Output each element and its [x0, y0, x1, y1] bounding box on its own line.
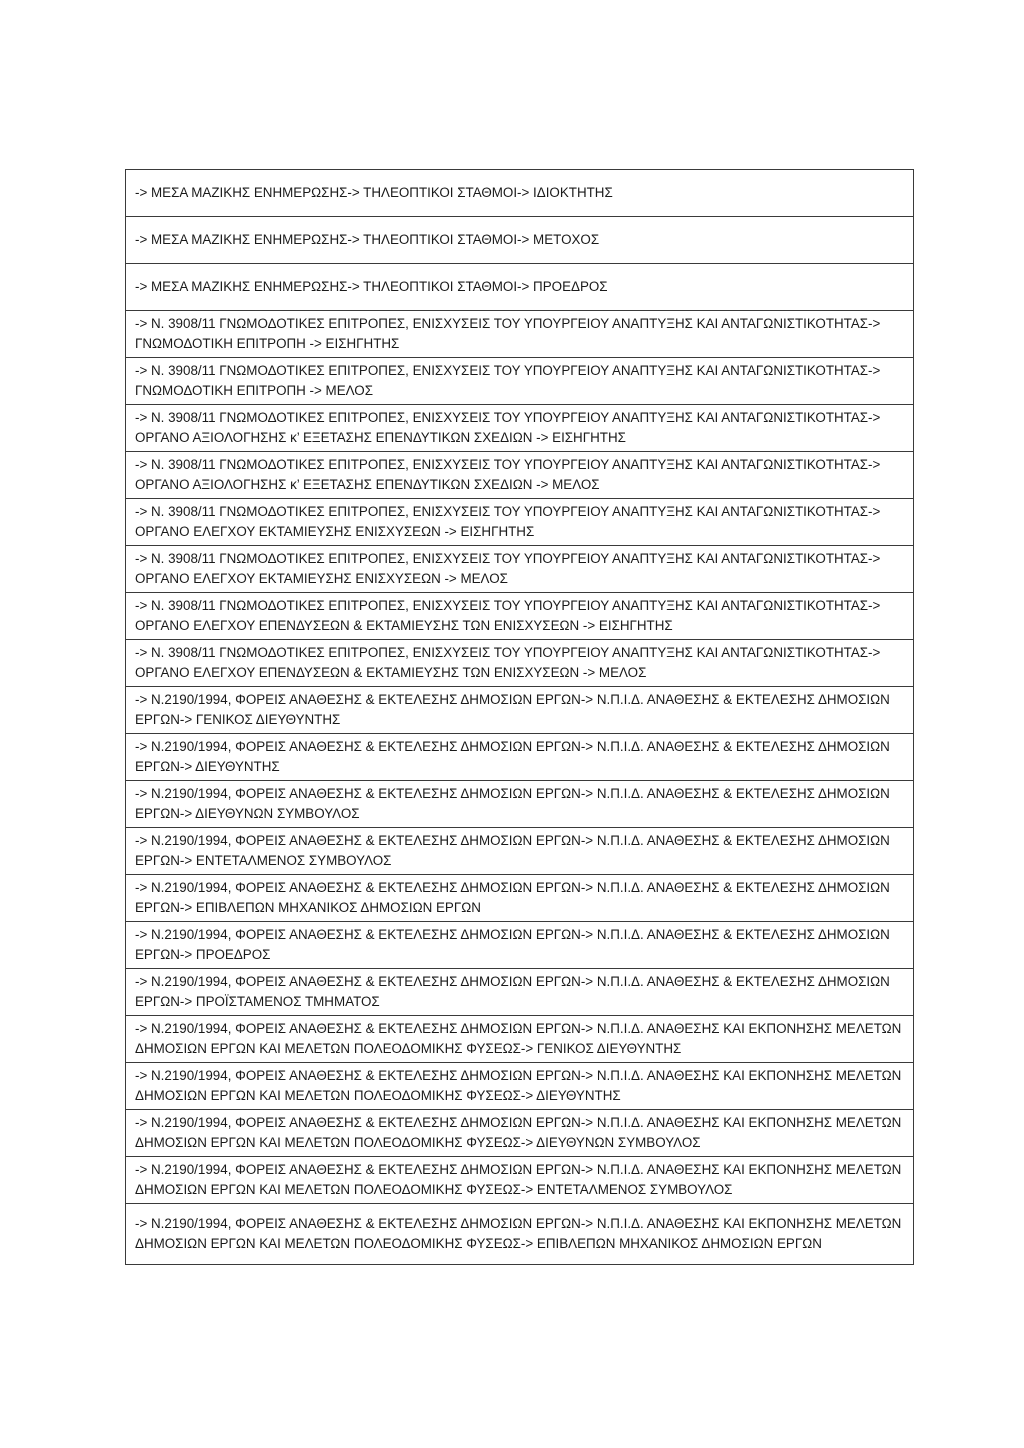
- table-row: [126, 1016, 914, 1063]
- table-cell: -> ΜΕΣΑ ΜΑΖΙΚΗΣ ΕΝΗΜΕΡΩΣΗΣ-> ΤΗΛΕΟΠΤΙΚΟΙ ΣΤΑΘΜΟΙ-> ΜΕΤΟΧΟΣ: [126, 217, 914, 264]
- table-row: [126, 546, 914, 593]
- table-row: [126, 405, 914, 452]
- table-cell: -> Ν. 3908/11 ΓΝΩΜΟΔΟΤΙΚΕΣ ΕΠΙΤΡΟΠΕΣ, ΕΝΙΣΧΥΣΕΙΣ ΤΟΥ ΥΠΟΥΡΓΕΙΟΥ ΑΝΑΠΤΥΞΗΣ ΚΑΙ ΑΝΤΑΓΩΝΙΣΤΙΚΟΤΗΤΑΣ-> ΟΡΓΑΝΟ ΕΛΕΓΧΟΥ ΕΚΤΑΜΙΕΥΣΗΣ ΕΝΙΣΧΥΣΕΩΝ -> ΜΕΛΟΣ: [126, 546, 914, 593]
- table-cell: -> Ν. 3908/11 ΓΝΩΜΟΔΟΤΙΚΕΣ ΕΠΙΤΡΟΠΕΣ, ΕΝΙΣΧΥΣΕΙΣ ΤΟΥ ΥΠΟΥΡΓΕΙΟΥ ΑΝΑΠΤΥΞΗΣ ΚΑΙ ΑΝΤΑΓΩΝΙΣΤΙΚΟΤΗΤΑΣ-> ΟΡΓΑΝΟ ΑΞΙΟΛΟΓΗΣΗΣ κ’ ΕΞΕΤΑΣΗΣ ΕΠΕΝΔΥΤΙΚΩΝ ΣΧΕΔΙΩΝ -> ΜΕΛΟΣ: [126, 452, 914, 499]
- table-cell: -> Ν.2190/1994, ΦΟΡΕΙΣ ΑΝΑΘΕΣΗΣ & ΕΚΤΕΛΕΣΗΣ ΔΗΜΟΣΙΩΝ ΕΡΓΩΝ-> Ν.Π.Ι.Δ. ΑΝΑΘΕΣΗΣ & ΕΚΤΕΛΕΣΗΣ ΔΗΜΟΣΙΩΝ ΕΡΓΩΝ-> ΕΝΤΕΤΑΛΜΕΝΟΣ ΣΥΜΒΟΥΛΟΣ: [126, 828, 914, 875]
- table-cell: -> Ν.2190/1994, ΦΟΡΕΙΣ ΑΝΑΘΕΣΗΣ & ΕΚΤΕΛΕΣΗΣ ΔΗΜΟΣΙΩΝ ΕΡΓΩΝ-> Ν.Π.Ι.Δ. ΑΝΑΘΕΣΗΣ & ΕΚΤΕΛΕΣΗΣ ΔΗΜΟΣΙΩΝ ΕΡΓΩΝ-> ΕΠΙΒΛΕΠΩΝ ΜΗΧΑΝΙΚΟΣ ΔΗΜΟΣΙΩΝ ΕΡΓΩΝ: [126, 875, 914, 922]
- table-row: [126, 922, 914, 969]
- table-row: [126, 452, 914, 499]
- table-cell: -> Ν.2190/1994, ΦΟΡΕΙΣ ΑΝΑΘΕΣΗΣ & ΕΚΤΕΛΕΣΗΣ ΔΗΜΟΣΙΩΝ ΕΡΓΩΝ-> Ν.Π.Ι.Δ. ΑΝΑΘΕΣΗΣ ΚΑΙ ΕΚΠΟΝΗΣΗΣ ΜΕΛΕΤΩΝ ΔΗΜΟΣΙΩΝ ΕΡΓΩΝ ΚΑΙ ΜΕΛΕΤΩΝ ΠΟΛΕΟΔΟΜΙΚΗΣ ΦΥΣΕΩΣ-> ΕΠΙΒΛΕΠΩΝ ΜΗΧΑΝΙΚΟΣ ΔΗΜΟΣΙΩΝ ΕΡΓΩΝ: [126, 1204, 914, 1265]
- table-row: [126, 828, 914, 875]
- table-row: [126, 1157, 914, 1204]
- table-row: [126, 358, 914, 405]
- table-row: [126, 734, 914, 781]
- table-cell: -> Ν. 3908/11 ΓΝΩΜΟΔΟΤΙΚΕΣ ΕΠΙΤΡΟΠΕΣ, ΕΝΙΣΧΥΣΕΙΣ ΤΟΥ ΥΠΟΥΡΓΕΙΟΥ ΑΝΑΠΤΥΞΗΣ ΚΑΙ ΑΝΤΑΓΩΝΙΣΤΙΚΟΤΗΤΑΣ-> ΓΝΩΜΟΔΟΤΙΚΗ ΕΠΙΤΡΟΠΗ -> ΜΕΛΟΣ: [126, 358, 914, 405]
- roles-table: [125, 169, 914, 1265]
- table-row: [126, 1204, 914, 1265]
- table-row: [126, 217, 914, 264]
- table-cell: -> Ν.2190/1994, ΦΟΡΕΙΣ ΑΝΑΘΕΣΗΣ & ΕΚΤΕΛΕΣΗΣ ΔΗΜΟΣΙΩΝ ΕΡΓΩΝ-> Ν.Π.Ι.Δ. ΑΝΑΘΕΣΗΣ ΚΑΙ ΕΚΠΟΝΗΣΗΣ ΜΕΛΕΤΩΝ ΔΗΜΟΣΙΩΝ ΕΡΓΩΝ ΚΑΙ ΜΕΛΕΤΩΝ ΠΟΛΕΟΔΟΜΙΚΗΣ ΦΥΣΕΩΣ-> ΕΝΤΕΤΑΛΜΕΝΟΣ ΣΥΜΒΟΥΛΟΣ: [126, 1157, 914, 1204]
- table-cell: -> Ν. 3908/11 ΓΝΩΜΟΔΟΤΙΚΕΣ ΕΠΙΤΡΟΠΕΣ, ΕΝΙΣΧΥΣΕΙΣ ΤΟΥ ΥΠΟΥΡΓΕΙΟΥ ΑΝΑΠΤΥΞΗΣ ΚΑΙ ΑΝΤΑΓΩΝΙΣΤΙΚΟΤΗΤΑΣ-> ΟΡΓΑΝΟ ΕΛΕΓΧΟΥ ΕΠΕΝΔΥΣΕΩΝ & ΕΚΤΑΜΙΕΥΣΗΣ ΤΩΝ ΕΝΙΣΧΥΣΕΩΝ -> ΕΙΣΗΓΗΤΗΣ: [126, 593, 914, 640]
- table-cell: -> Ν. 3908/11 ΓΝΩΜΟΔΟΤΙΚΕΣ ΕΠΙΤΡΟΠΕΣ, ΕΝΙΣΧΥΣΕΙΣ ΤΟΥ ΥΠΟΥΡΓΕΙΟΥ ΑΝΑΠΤΥΞΗΣ ΚΑΙ ΑΝΤΑΓΩΝΙΣΤΙΚΟΤΗΤΑΣ-> ΓΝΩΜΟΔΟΤΙΚΗ ΕΠΙΤΡΟΠΗ -> ΕΙΣΗΓΗΤΗΣ: [126, 311, 914, 358]
- table-cell: -> Ν.2190/1994, ΦΟΡΕΙΣ ΑΝΑΘΕΣΗΣ & ΕΚΤΕΛΕΣΗΣ ΔΗΜΟΣΙΩΝ ΕΡΓΩΝ-> Ν.Π.Ι.Δ. ΑΝΑΘΕΣΗΣ & ΕΚΤΕΛΕΣΗΣ ΔΗΜΟΣΙΩΝ ΕΡΓΩΝ-> ΠΡΟΪΣΤΑΜΕΝΟΣ ΤΜΗΜΑΤΟΣ: [126, 969, 914, 1016]
- table-cell: -> Ν. 3908/11 ΓΝΩΜΟΔΟΤΙΚΕΣ ΕΠΙΤΡΟΠΕΣ, ΕΝΙΣΧΥΣΕΙΣ ΤΟΥ ΥΠΟΥΡΓΕΙΟΥ ΑΝΑΠΤΥΞΗΣ ΚΑΙ ΑΝΤΑΓΩΝΙΣΤΙΚΟΤΗΤΑΣ-> ΟΡΓΑΝΟ ΑΞΙΟΛΟΓΗΣΗΣ κ’ ΕΞΕΤΑΣΗΣ ΕΠΕΝΔΥΤΙΚΩΝ ΣΧΕΔΙΩΝ -> ΕΙΣΗΓΗΤΗΣ: [126, 405, 914, 452]
- table-cell: -> Ν.2190/1994, ΦΟΡΕΙΣ ΑΝΑΘΕΣΗΣ & ΕΚΤΕΛΕΣΗΣ ΔΗΜΟΣΙΩΝ ΕΡΓΩΝ-> Ν.Π.Ι.Δ. ΑΝΑΘΕΣΗΣ & ΕΚΤΕΛΕΣΗΣ ΔΗΜΟΣΙΩΝ ΕΡΓΩΝ-> ΓΕΝΙΚΟΣ ΔΙΕΥΘΥΝΤΗΣ: [126, 687, 914, 734]
- table-row: [126, 593, 914, 640]
- table-row: [126, 687, 914, 734]
- table-cell: -> Ν.2190/1994, ΦΟΡΕΙΣ ΑΝΑΘΕΣΗΣ & ΕΚΤΕΛΕΣΗΣ ΔΗΜΟΣΙΩΝ ΕΡΓΩΝ-> Ν.Π.Ι.Δ. ΑΝΑΘΕΣΗΣ ΚΑΙ ΕΚΠΟΝΗΣΗΣ ΜΕΛΕΤΩΝ ΔΗΜΟΣΙΩΝ ΕΡΓΩΝ ΚΑΙ ΜΕΛΕΤΩΝ ΠΟΛΕΟΔΟΜΙΚΗΣ ΦΥΣΕΩΣ-> ΓΕΝΙΚΟΣ ΔΙΕΥΘΥΝΤΗΣ: [126, 1016, 914, 1063]
- table-row: [126, 264, 914, 311]
- table-row: [126, 969, 914, 1016]
- table-cell: -> ΜΕΣΑ ΜΑΖΙΚΗΣ ΕΝΗΜΕΡΩΣΗΣ-> ΤΗΛΕΟΠΤΙΚΟΙ ΣΤΑΘΜΟΙ-> ΠΡΟΕΔΡΟΣ: [126, 264, 914, 311]
- table-cell: -> Ν.2190/1994, ΦΟΡΕΙΣ ΑΝΑΘΕΣΗΣ & ΕΚΤΕΛΕΣΗΣ ΔΗΜΟΣΙΩΝ ΕΡΓΩΝ-> Ν.Π.Ι.Δ. ΑΝΑΘΕΣΗΣ ΚΑΙ ΕΚΠΟΝΗΣΗΣ ΜΕΛΕΤΩΝ ΔΗΜΟΣΙΩΝ ΕΡΓΩΝ ΚΑΙ ΜΕΛΕΤΩΝ ΠΟΛΕΟΔΟΜΙΚΗΣ ΦΥΣΕΩΣ-> ΔΙΕΥΘΥΝΩΝ ΣΥΜΒΟΥΛΟΣ: [126, 1110, 914, 1157]
- table-row: [126, 640, 914, 687]
- table-row: [126, 781, 914, 828]
- table-row: [126, 875, 914, 922]
- table-cell: -> Ν. 3908/11 ΓΝΩΜΟΔΟΤΙΚΕΣ ΕΠΙΤΡΟΠΕΣ, ΕΝΙΣΧΥΣΕΙΣ ΤΟΥ ΥΠΟΥΡΓΕΙΟΥ ΑΝΑΠΤΥΞΗΣ ΚΑΙ ΑΝΤΑΓΩΝΙΣΤΙΚΟΤΗΤΑΣ-> ΟΡΓΑΝΟ ΕΛΕΓΧΟΥ ΕΠΕΝΔΥΣΕΩΝ & ΕΚΤΑΜΙΕΥΣΗΣ ΤΩΝ ΕΝΙΣΧΥΣΕΩΝ -> ΜΕΛΟΣ: [126, 640, 914, 687]
- table-row: [126, 1110, 914, 1157]
- table-row: [126, 170, 914, 217]
- table-row: [126, 1063, 914, 1110]
- table-row: [126, 499, 914, 546]
- table-cell: -> Ν. 3908/11 ΓΝΩΜΟΔΟΤΙΚΕΣ ΕΠΙΤΡΟΠΕΣ, ΕΝΙΣΧΥΣΕΙΣ ΤΟΥ ΥΠΟΥΡΓΕΙΟΥ ΑΝΑΠΤΥΞΗΣ ΚΑΙ ΑΝΤΑΓΩΝΙΣΤΙΚΟΤΗΤΑΣ-> ΟΡΓΑΝΟ ΕΛΕΓΧΟΥ ΕΚΤΑΜΙΕΥΣΗΣ ΕΝΙΣΧΥΣΕΩΝ -> ΕΙΣΗΓΗΤΗΣ: [126, 499, 914, 546]
- table-row: [126, 311, 914, 358]
- table-cell: -> Ν.2190/1994, ΦΟΡΕΙΣ ΑΝΑΘΕΣΗΣ & ΕΚΤΕΛΕΣΗΣ ΔΗΜΟΣΙΩΝ ΕΡΓΩΝ-> Ν.Π.Ι.Δ. ΑΝΑΘΕΣΗΣ ΚΑΙ ΕΚΠΟΝΗΣΗΣ ΜΕΛΕΤΩΝ ΔΗΜΟΣΙΩΝ ΕΡΓΩΝ ΚΑΙ ΜΕΛΕΤΩΝ ΠΟΛΕΟΔΟΜΙΚΗΣ ΦΥΣΕΩΣ-> ΔΙΕΥΘΥΝΤΗΣ: [126, 1063, 914, 1110]
- table-cell: -> Ν.2190/1994, ΦΟΡΕΙΣ ΑΝΑΘΕΣΗΣ & ΕΚΤΕΛΕΣΗΣ ΔΗΜΟΣΙΩΝ ΕΡΓΩΝ-> Ν.Π.Ι.Δ. ΑΝΑΘΕΣΗΣ & ΕΚΤΕΛΕΣΗΣ ΔΗΜΟΣΙΩΝ ΕΡΓΩΝ-> ΠΡΟΕΔΡΟΣ: [126, 922, 914, 969]
- table-cell: -> ΜΕΣΑ ΜΑΖΙΚΗΣ ΕΝΗΜΕΡΩΣΗΣ-> ΤΗΛΕΟΠΤΙΚΟΙ ΣΤΑΘΜΟΙ-> ΙΔΙΟΚΤΗΤΗΣ: [126, 170, 914, 217]
- table-cell: -> Ν.2190/1994, ΦΟΡΕΙΣ ΑΝΑΘΕΣΗΣ & ΕΚΤΕΛΕΣΗΣ ΔΗΜΟΣΙΩΝ ΕΡΓΩΝ-> Ν.Π.Ι.Δ. ΑΝΑΘΕΣΗΣ & ΕΚΤΕΛΕΣΗΣ ΔΗΜΟΣΙΩΝ ΕΡΓΩΝ-> ΔΙΕΥΘΥΝΩΝ ΣΥΜΒΟΥΛΟΣ: [126, 781, 914, 828]
- table-cell: -> Ν.2190/1994, ΦΟΡΕΙΣ ΑΝΑΘΕΣΗΣ & ΕΚΤΕΛΕΣΗΣ ΔΗΜΟΣΙΩΝ ΕΡΓΩΝ-> Ν.Π.Ι.Δ. ΑΝΑΘΕΣΗΣ & ΕΚΤΕΛΕΣΗΣ ΔΗΜΟΣΙΩΝ ΕΡΓΩΝ-> ΔΙΕΥΘΥΝΤΗΣ: [126, 734, 914, 781]
